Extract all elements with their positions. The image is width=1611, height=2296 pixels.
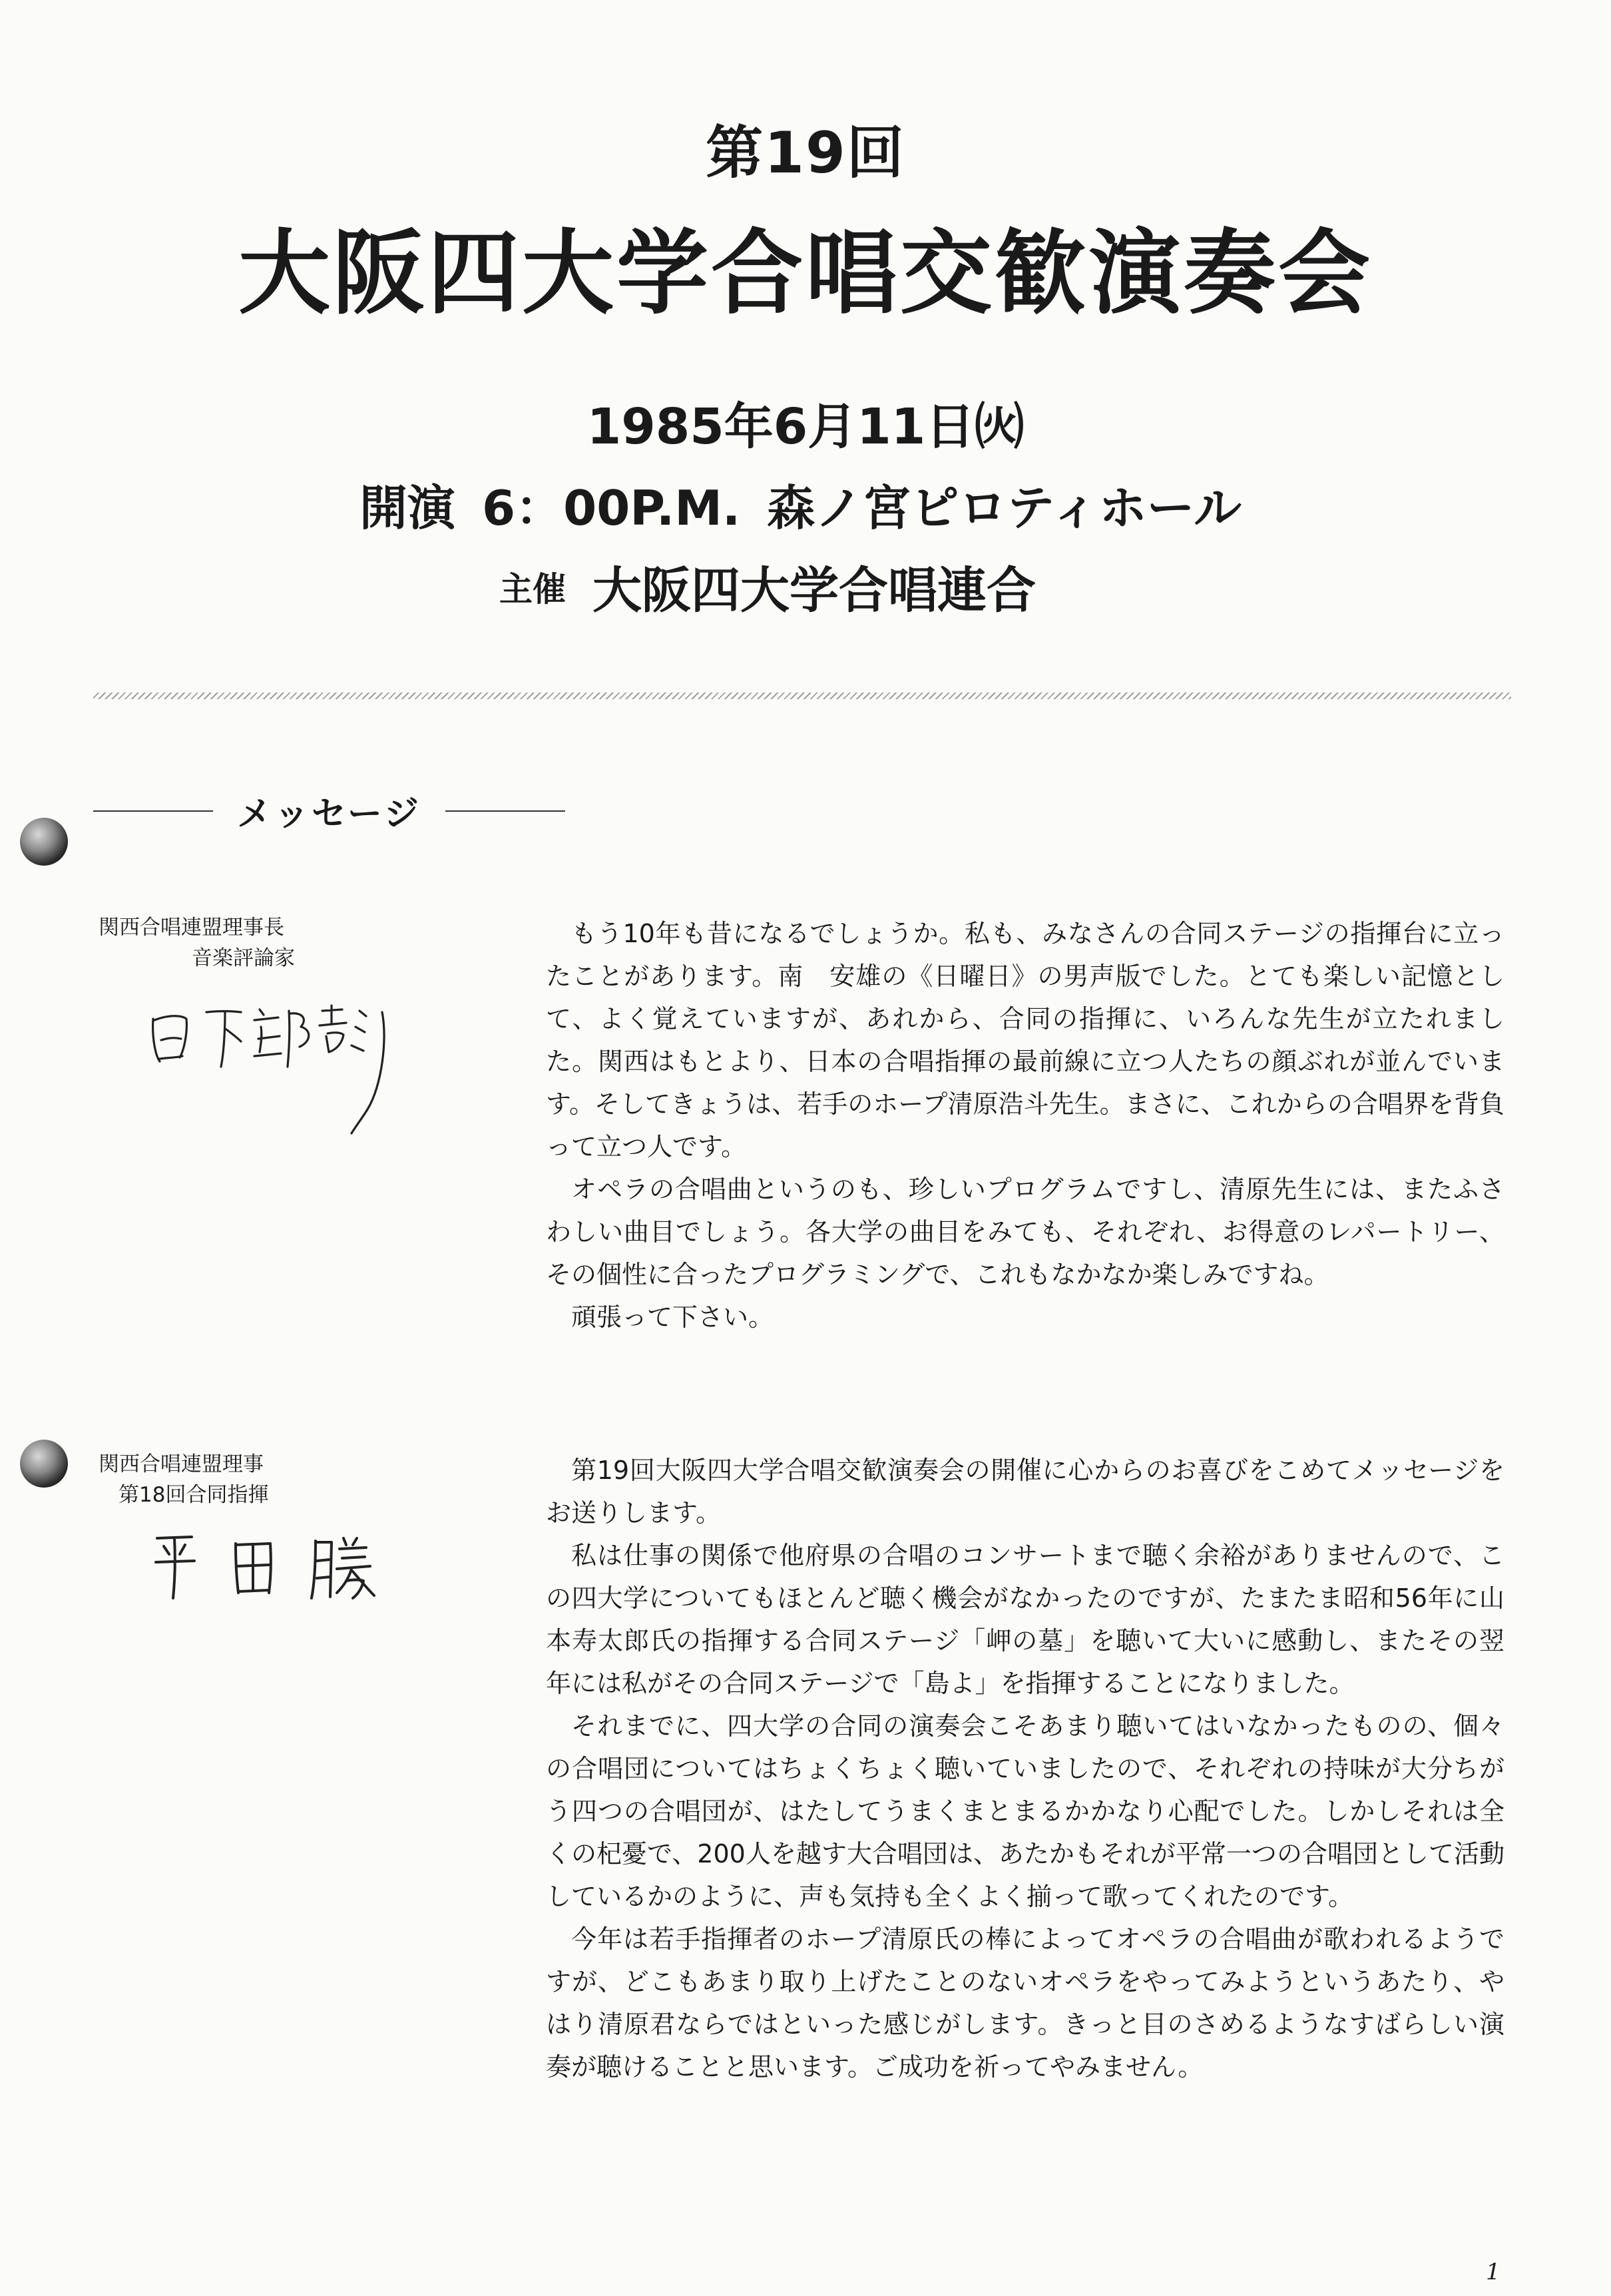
message-paragraph: 第19回大阪四大学合唱交歓演奏会の開催に心からのお喜びをこめてメッセージをお送りします。 xyxy=(546,1456,1504,1528)
curtain-info xyxy=(359,469,1242,539)
role-line: 第18回合同指揮 xyxy=(118,1483,269,1507)
page-number: 1 xyxy=(1486,2259,1500,2285)
edition-label: 第19回 xyxy=(706,120,905,186)
section-heading-text: メッセージ xyxy=(237,794,421,834)
message-body-1 xyxy=(546,912,1504,1338)
venue: 森ノ宮ピロティホール xyxy=(767,480,1242,536)
wavy-divider xyxy=(93,693,1511,699)
curtain-time: 6：00P.M. xyxy=(482,480,741,536)
message-paragraph: オペラの合唱曲というのも、珍しいプログラムですし、清原先生には、またふさわしい曲目でしょう。各大学の曲目をみても、それぞれ、お得意のレパートリー、その個性に合ったプログラミングで、これもなかなか楽しみですね。 xyxy=(546,1175,1504,1289)
message-paragraph: 今年は若手指揮者のホープ清原氏の棒によってオペラの合唱曲が歌われるようですが、どこもあまり取り上げたことのないオペラをやってみようというあたり、やはり清原君ならではといった感じがします。きっと目のさめるようなすばらしい演奏が聴けることと思います。ご成功を祈ってやみません。 xyxy=(546,1924,1504,2082)
role-line: 関西合唱連盟理事長 xyxy=(99,916,284,940)
author-role-2 xyxy=(99,1449,268,1510)
curtain-label: 開演 xyxy=(359,480,456,536)
signature-1 xyxy=(148,992,401,1148)
section-heading xyxy=(93,786,565,836)
role-line: 音楽評論家 xyxy=(192,946,295,970)
role-line: 関西合唱連盟理事 xyxy=(99,1452,264,1476)
binder-hole-icon xyxy=(20,818,68,866)
host-label: 主催 xyxy=(499,570,566,609)
heading-rule-right xyxy=(445,810,565,812)
host-info xyxy=(499,551,1036,622)
binder-hole-icon xyxy=(20,1440,68,1488)
message-body-2 xyxy=(546,1449,1504,2088)
concert-title: 大阪四大学合唱交歓演奏会 xyxy=(238,220,1373,327)
message-paragraph: 私は仕事の関係で他府県の合唱のコンサートまで聴く余裕がありませんので、この四大学についてもほとんど聴く機会がなかったのですが、たまたま昭和56年に山本寿太郎氏の指揮する合同ステージ「岬の墓」を聴いて大いに感動し、またその翌年には私がその合同ステージで「島よ」を指揮することになりました。 xyxy=(546,1541,1504,1698)
host-name: 大阪四大学合唱連合 xyxy=(592,562,1036,619)
message-paragraph: 頑張って下さい。 xyxy=(571,1302,774,1332)
concert-date: 1985年6月11日㈫ xyxy=(586,398,1025,455)
message-paragraph: もう10年も昔になるでしょうか。私も、みなさんの合同ステージの指揮台に立ったことがあります。南 安雄の《日曜日》の男声版でした。とても楽しい記憶として、よく覚えていますが、あれから、合同の指揮に、いろんな先生が立たれました。関西はもとより、日本の合唱指揮の最前線に立つ人たちの顔ぶれが並んでいます。そしてきょうは、若手のホープ清原浩斗先生。まさに、これからの合唱界を背負って立つ人です。 xyxy=(546,919,1504,1161)
author-role-1 xyxy=(99,912,295,974)
heading-rule-left xyxy=(93,810,213,812)
signature-2 xyxy=(153,1532,393,1614)
message-paragraph: それまでに、四大学の合同の演奏会こそあまり聴いてはいなかったものの、個々の合唱団についてはちょくちょく聴いていましたので、それぞれの持味が大分ちがう四つの合唱団が、はたしてうまくまとまるかかなり心配でした。しかしそれは全くの杞憂で、200人を越す大合唱団は、あたかもそれが平常一つの合唱団として活動しているかのように、声も気持も全くよく揃って歌ってくれたのです。 xyxy=(546,1711,1504,1911)
